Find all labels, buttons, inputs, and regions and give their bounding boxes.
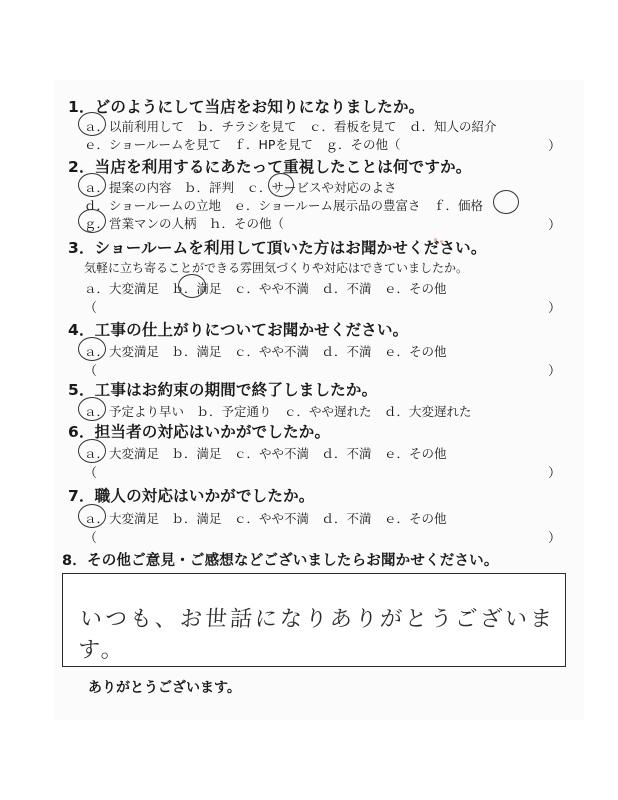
- question-6-title: 6．担当者の対応はいかがでしたか。: [68, 423, 331, 441]
- selected-answer-circle: [268, 173, 294, 197]
- question-2-options: ａ．提案の内容 ｂ．評判 ｃ．サービスや対応のよさ: [84, 180, 397, 195]
- selected-answer-circle: [78, 112, 106, 136]
- selected-answer-circle: [78, 173, 106, 197]
- paren-close: ）: [548, 139, 562, 154]
- selected-answer-circle: [78, 337, 106, 361]
- question-7-title: 7．職人の対応はいかがでしたか。: [68, 487, 315, 505]
- paren-close: ）: [548, 531, 562, 546]
- paren-close: ）: [548, 218, 562, 233]
- selected-answer-circle: [78, 439, 106, 463]
- question-2-options: ｇ．営業マンの人柄 ｈ．その他（: [84, 216, 285, 231]
- question-8-title: 8．その他ご意見・ご感想などございましたらお聞かせください。: [62, 553, 499, 569]
- question-6-options: ａ．大変満足 ｂ．満足 ｃ．やや不満 ｄ．不満 ｅ．その他: [84, 446, 447, 461]
- question-1-title: 1．どのようにして当店をお知りになりましたか。: [68, 98, 425, 116]
- paren-close: ）: [548, 466, 562, 481]
- paren-open: （: [84, 466, 98, 481]
- closing-thanks: ありがとうございます。: [88, 680, 241, 696]
- question-1-options: ｅ．ショールームを見て ｆ．HPを見て ｇ．その他（: [84, 137, 401, 152]
- question-2-options: ｄ．ショールームの立地 ｅ．ショールーム展示品の豊富さ ｆ．価格: [84, 198, 484, 213]
- question-4-options: ａ．大変満足 ｂ．満足 ｃ．やや不満 ｄ．不満 ｅ．その他: [84, 344, 447, 359]
- question-7-options: ａ．大変満足 ｂ．満足 ｃ．やや不満 ｄ．不満 ｅ．その他: [84, 511, 447, 526]
- question-5-title: 5．工事はお約束の期間で終了しましたか。: [68, 381, 378, 399]
- paren-close: ）: [548, 364, 562, 379]
- paren-open: （: [84, 531, 98, 546]
- selected-answer-circle: [78, 397, 106, 421]
- selected-answer-circle: [78, 504, 106, 528]
- paren-open: （: [84, 301, 98, 316]
- question-2-title: 2．当店を利用するにあたって重視したことは何ですか。: [68, 158, 472, 176]
- selected-answer-circle: [493, 190, 519, 214]
- paren-open: （: [84, 364, 98, 379]
- question-3-subtext: 気軽に立ち寄ることができる雰囲気づくりや対応はできていましたか。: [84, 261, 469, 275]
- comment-box: [62, 573, 566, 667]
- selected-answer-circle: [78, 209, 106, 233]
- question-1-options: ａ．以前利用して ｂ．チラシを見て ｃ．看板を見て ｄ．知人の紹介: [84, 119, 497, 134]
- question-5-options: ａ．予定より早い ｂ．予定通り ｃ．やや遅れた ｄ．大変遅れた: [84, 404, 472, 419]
- selected-answer-circle: [178, 274, 206, 298]
- handwritten-comment: いつも、お世話になりありがとうございます。: [76, 607, 556, 663]
- paren-close: ）: [548, 301, 562, 316]
- question-3-title: 3．ショールームを利用して頂いた方はお聞かせください。: [68, 239, 487, 257]
- question-3-options: ａ．大変満足 ｂ．満足 ｃ．やや不満 ｄ．不満 ｅ．その他: [84, 281, 447, 296]
- question-4-title: 4．工事の仕上がりについてお聞かせください。: [68, 321, 409, 339]
